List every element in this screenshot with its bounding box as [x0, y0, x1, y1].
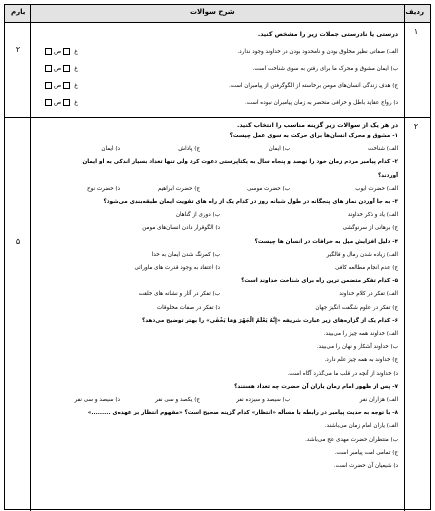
mcq-option[interactable]: الف) تفکر در کلام خداوند [339, 291, 398, 298]
section2-title: در هر یک از سوالات زیر گزینه مناسب را انتخاب کنید. [237, 122, 398, 129]
table-header [5, 5, 430, 23]
mcq-option[interactable]: د) شیعیان آن حضرت است. [333, 463, 398, 469]
exam-sheet [4, 4, 431, 510]
tf-statement-b: ب) ایمان مشوق و محرک ما برای رفتن به سوی شناخت است. [252, 66, 398, 72]
true-checkbox[interactable] [63, 48, 70, 55]
mcq-option[interactable]: ج) برهانی از سرنوگشی [342, 225, 398, 232]
mcq-option[interactable]: د) الگوقرار دادن انسان‌های مومن [142, 225, 220, 232]
question-header: شرح سوالات [190, 8, 235, 16]
mcq-question: ۲- کدام پیامبر مردم زمان خود را نهصد و پنجاه سال به یکتاپرستی دعوت کرد ولی تنها تعداد بسیار اندکی به او ایمان [82, 159, 398, 166]
mcq-option[interactable]: ب) ایمان [268, 146, 290, 153]
tf-choice-d: غ ص [43, 99, 78, 106]
false-checkbox[interactable] [45, 99, 52, 106]
mcq-option[interactable]: د) اعتقاد به وجود قدرت های ماورائی [134, 265, 220, 271]
mcq-option[interactable]: ج) حضرت ابراهیم [157, 185, 200, 192]
mcq-option[interactable]: د) ایمان [101, 146, 120, 153]
section1-title: درستی یا نادرستی جملات زیر را مشخص کنید. [257, 31, 398, 38]
tf-choice-c: غ ص [43, 82, 78, 89]
mcq-option[interactable]: الف) زیاده شدن رمال و فالگیر [326, 251, 398, 258]
section-divider [5, 117, 430, 118]
mcq-option[interactable]: ج) عدم انجام مطالعه کافی [335, 265, 398, 271]
mcq-option[interactable]: ج) تفکر در علوم شگفت انگیز جهان [315, 304, 398, 311]
false-checkbox[interactable] [45, 82, 52, 89]
score-divider [30, 5, 31, 511]
false-checkbox[interactable] [45, 48, 52, 55]
section2-row-number: ۲ [413, 122, 419, 131]
mcq-option[interactable]: الف) حضرت ایوب [355, 185, 398, 192]
mcq-option[interactable]: ج) خداوند به همه چیز علم دارد. [324, 357, 398, 364]
mcq-option[interactable]: ب) حضرت موسی [247, 185, 290, 192]
tf-statement-a: الف) صفاتی نظیر مخلوق بودن و نامحدود بودن در خداوند وجود ندارد. [237, 49, 398, 55]
tf-statement-c: ج) هدف زندگی انسان‌های مومن برخاسته از الگوگرفتن از پیامبران است. [228, 83, 398, 89]
mcq-question: ۷- پس از ظهور امام زمان یاران آن حضرت چه تعداد هستند؟ [234, 383, 398, 390]
section2-score: ۵ [15, 237, 21, 246]
row-divider [404, 5, 405, 511]
mcq-question: ۵- کدام تفکر متضمن ترین راه برای شناخت خداوند است؟ [241, 278, 398, 285]
true-checkbox[interactable] [63, 82, 70, 89]
mcq-option[interactable]: الف) یاران امام زمان می‌باشند. [324, 423, 398, 430]
mcq-option[interactable]: ج) یکصد و سی نفر [155, 397, 200, 403]
tf-choice-a: غ ص [43, 48, 78, 55]
mcq-option[interactable]: ب) تفکر در آثار و نشانه های خلقت [138, 291, 220, 298]
mcq-option[interactable]: الف) خداوند همه چیز را می‌بیند. [323, 331, 398, 337]
tf-choice-b: غ ص [43, 65, 78, 72]
mcq-question: ۴- دلیل افزایش میل به خرافات در انسان ها چیست؟ [254, 238, 398, 245]
mcq-question: ۶- کدام یک از گزاره‌های زیر عبارت شریفه «إِنَّهُ يَعْلَمُ الْجَهْرَ وَمَا يَخْفَى» را بهتر توضیح می‌دهد؟ [141, 317, 398, 324]
mcq-option[interactable]: ج) پاداش [178, 146, 200, 153]
row-header: ردیف [405, 8, 424, 16]
mcq-option[interactable]: د) خداوند از آنچه در قلب ما می‌گذرد آگاه است. [287, 370, 398, 377]
mcq-option[interactable]: ب) کمرنگ شدن ایمان به خدا [151, 251, 220, 258]
true-checkbox[interactable] [63, 65, 70, 72]
mcq-question: ۸- با توجه به حدیث پیامبر در رابطه با مسأله «انتظار» کدام گزینه صحیح است؟ «مفهوم انتظار بر عهده‌ی .........» [87, 410, 398, 417]
mcq-option[interactable]: ب) دوری از گناهان [175, 212, 220, 219]
false-checkbox[interactable] [45, 65, 52, 72]
mcq-option[interactable]: الف) هزاران نفر [359, 397, 398, 403]
mcq-option[interactable]: د) سیصد و سی نفر [74, 397, 120, 403]
mcq-option[interactable]: ب) خداوند آشکار و نهان را می‌بیند. [316, 344, 398, 351]
mcq-option[interactable]: د) حضرت نوح [87, 185, 120, 192]
mcq-question: ۳- به جا آوردن نماز های پنجگانه در طول شبانه روز در کدام یک از راه های تقویت ایمان طبقه‌بندی می‌شود؟ [103, 199, 398, 205]
section1-score: ۲ [15, 45, 21, 54]
section1-row-number: ۱ [413, 27, 419, 36]
mcq-question: آوردند؟ [377, 172, 398, 179]
mcq-option[interactable]: ب) سیصد و سیزده نفر [236, 397, 290, 403]
score-header: بارم [11, 8, 26, 16]
mcq-option[interactable]: ج) تمامی امت پیامبر است. [334, 449, 398, 456]
mcq-option[interactable]: د) تفکر در صفات مخلوقات [156, 304, 220, 311]
mcq-option[interactable]: ب) منتظران حضرت مهدی عج می‌باشد. [305, 436, 398, 443]
mcq-option[interactable]: الف) یاد و ذکر خداوند [347, 212, 398, 219]
mcq-option[interactable]: الف) شناخت [367, 146, 398, 153]
mcq-question: ۱- مشوق و محرک انسان‌ها برای حرکت به سوی عمل چیست؟ [229, 133, 398, 139]
tf-statement-d: د) رواج عقاید باطل و خرافی منحصر به زمان پیامبران نبوده است. [245, 100, 398, 106]
true-checkbox[interactable] [63, 99, 70, 106]
